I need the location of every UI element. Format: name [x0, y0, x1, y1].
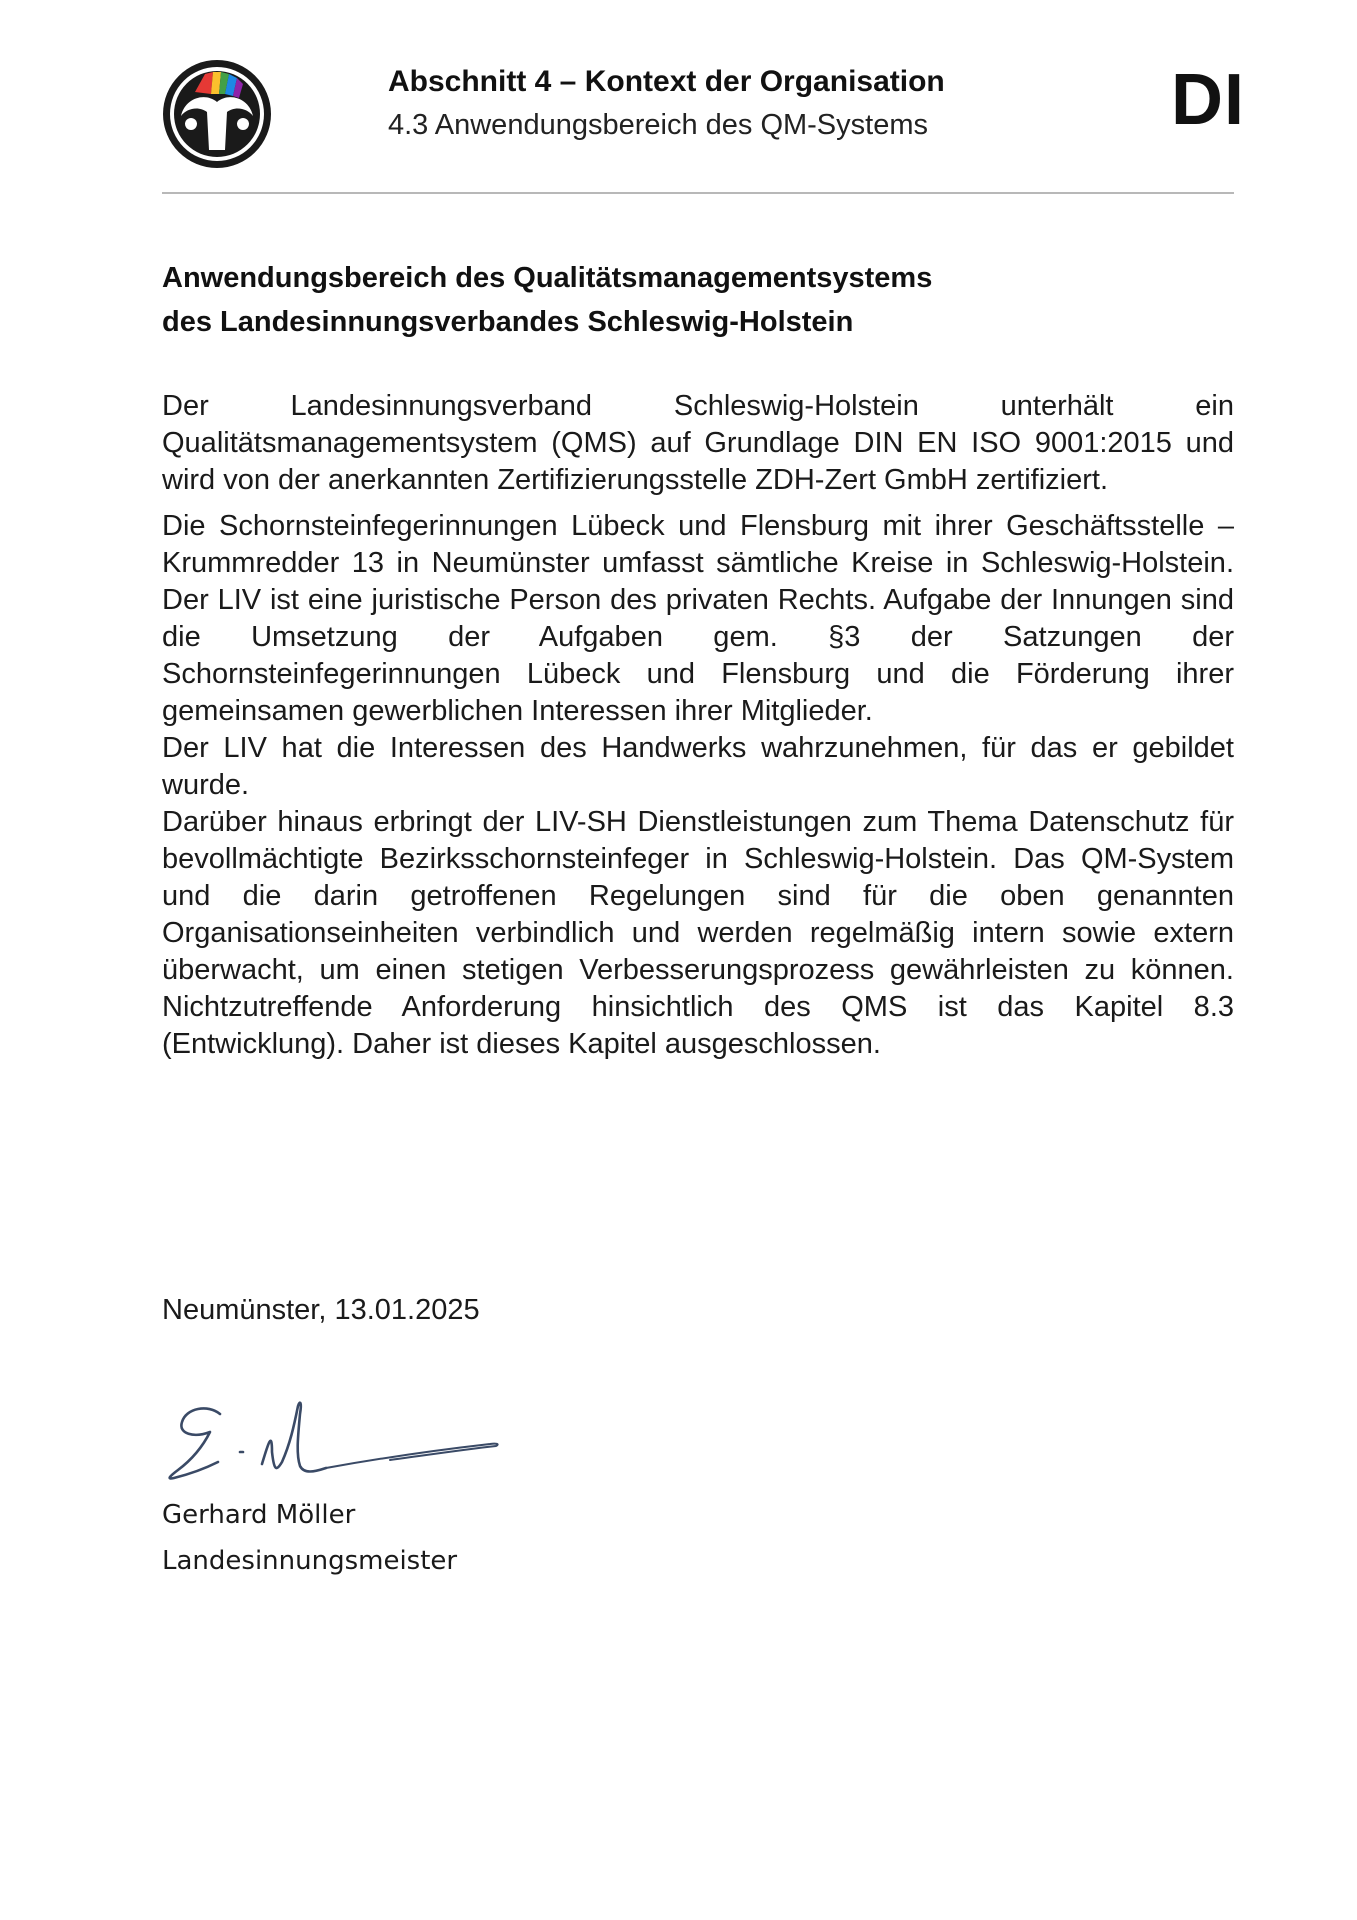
document-heading-line-2: des Landesinnungsverbandes Schleswig-Holstein	[162, 306, 854, 338]
section-subtitle: 4.3 Anwendungsbereich des QM-Systems	[388, 109, 928, 141]
paragraph: Der Landesinnungsverband Schleswig-Holstein unterhält ein Qualitätsmanagementsystem (QMS) auf Grundlage DIN EN ISO 9001:2015 und wird von der anerkannten Zertifizierungsstelle ZDH-Zert GmbH zertifiziert.	[162, 390, 1234, 496]
document-body	[162, 388, 1234, 1063]
paragraph: Der LIV hat die Interessen des Handwerks wahrzunehmen, für das er gebildet wurde.	[162, 732, 1234, 801]
document-heading	[162, 256, 1234, 344]
signer-name: Gerhard Möller	[162, 1500, 356, 1530]
section-title: Abschnitt 4 – Kontext der Organisation	[388, 65, 945, 98]
place-and-date: Neumünster, 13.01.2025	[162, 1294, 480, 1326]
document-code: DI	[1171, 60, 1245, 140]
document-heading-line-1: Anwendungsbereich des Qualitätsmanagementsystems	[162, 262, 933, 294]
handwritten-signature-icon	[160, 1392, 540, 1492]
header	[388, 62, 1088, 148]
signer-role: Landesinnungsmeister	[162, 1546, 458, 1576]
header-divider	[162, 192, 1234, 194]
paragraph: Die Schornsteinfegerinnungen Lübeck und Flensburg mit ihrer Geschäftsstelle – Krummredder 13 in Neumünster umfasst sämtliche Kreise in Schleswig-Holstein. Der LIV ist eine juristische Person des privaten Rechts. Aufgabe der Innungen sind die Umsetzung der Aufgaben gem. §3 der Satzungen der Schornsteinfegerinnungen Lübeck und Flensburg und die Förderung ihrer gemeinsamen gewerblichen Interessen ihrer Mitglieder.	[162, 510, 1234, 727]
chimney-sweep-guild-emblem-icon	[161, 58, 273, 170]
paragraph: Darüber hinaus erbringt der LIV-SH Dienstleistungen zum Thema Datenschutz für bevollmächtigte Bezirksschornsteinfeger in Schleswig-Holstein. Das QM-System und die darin getroffenen Regelungen sind für die oben genannten Organisationseinheiten verbindlich und werden regelmäßig intern sowie extern überwacht, um einen stetigen Verbesserungsprozess gewährleisten zu können. Nichtzutreffende Anforderung hinsichtlich des QMS ist das Kapitel 8.3 (Entwicklung). Daher ist dieses Kapitel ausgeschlossen.	[162, 806, 1234, 1060]
